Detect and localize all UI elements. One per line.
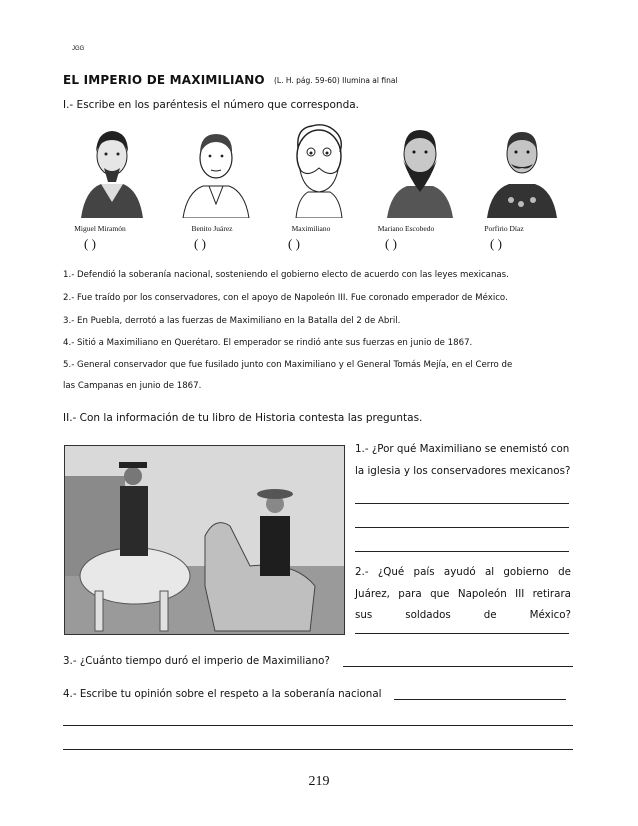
answer-line-q1-a[interactable] xyxy=(355,503,569,504)
name-escobedo: Mariano Escobedo xyxy=(377,224,435,233)
section-1-instruction: I.- Escribe en los paréntesis el número que corresponda. xyxy=(63,99,360,111)
statement-1: 1.- Defendió la soberanía nacional, sosteniendo el gobierno electo de acuerdo con las leyes mexicanas. xyxy=(63,270,509,280)
portrait-juarez xyxy=(175,118,257,218)
author-initials: JGG xyxy=(72,46,85,52)
answer-line-q1-c[interactable] xyxy=(355,551,569,552)
answer-paren-juarez[interactable]: ( ) xyxy=(194,236,206,251)
book-reference: (L. H. pág. 59-60) Ilumina al final xyxy=(274,76,398,85)
horsemen-photo xyxy=(64,445,345,635)
question-2-line-2: Juárez, para que Napoleón III retirara xyxy=(355,588,571,600)
answer-line-q2[interactable] xyxy=(355,633,569,634)
portrait-maximiliano xyxy=(278,118,360,218)
question-1-line-1: 1.- ¿Por qué Maximiliano se enemistó con xyxy=(355,443,570,455)
section-2-instruction: II.- Con la información de tu libro de Historia contesta las preguntas. xyxy=(63,412,423,424)
answer-line-q4-a[interactable] xyxy=(394,699,566,700)
worksheet-title: EL IMPERIO DE MAXIMILIANO xyxy=(63,73,265,87)
answer-line-q3[interactable] xyxy=(343,666,573,667)
statement-5: 5.- General conservador que fue fusilado junto con Maximiliano y el General Tomás Mejía, en el Cerro de xyxy=(63,360,513,370)
question-4: 4.- Escribe tu opinión sobre el respeto a la soberanía nacional xyxy=(63,688,382,700)
answer-line-q1-b[interactable] xyxy=(355,527,569,528)
portrait-escobedo xyxy=(379,118,461,218)
statement-5-cont: las Campanas en junio de 1867. xyxy=(63,381,202,391)
name-juarez: Benito Juárez xyxy=(191,224,233,233)
answer-line-q4-c[interactable] xyxy=(63,749,573,750)
statement-3: 3.- En Puebla, derrotó a las fuerzas de Maximiliano en la Batalla del 2 de Abril. xyxy=(63,316,401,326)
portrait-diaz xyxy=(481,118,563,218)
answer-line-q4-b[interactable] xyxy=(63,725,573,726)
question-3: 3.- ¿Cuánto tiempo duró el imperio de Maximiliano? xyxy=(63,655,330,667)
question-2-line-1: 2.- ¿Qué país ayudó al gobierno de xyxy=(355,566,571,578)
statement-4: 4.- Sitió a Maximiliano en Querétaro. El emperador se rindió ante sus fuerzas en junio de 1867. xyxy=(63,338,473,348)
answer-paren-miramon[interactable]: ( ) xyxy=(84,236,96,251)
name-diaz: Porfirio Díaz xyxy=(484,224,524,233)
name-maximiliano: Maximiliano xyxy=(291,224,331,233)
answer-paren-diaz[interactable]: ( ) xyxy=(490,236,502,251)
portrait-miramon xyxy=(71,118,153,218)
answer-paren-escobedo[interactable]: ( ) xyxy=(385,236,397,251)
page-number: 219 xyxy=(308,774,330,789)
question-2-line-3: sus soldados de México? xyxy=(355,609,571,621)
name-miramon: Miguel Miramón xyxy=(74,224,126,233)
statement-2: 2.- Fue traído por los conservadores, con el apoyo de Napoleón III. Fue coronado emperador de México. xyxy=(63,293,508,303)
question-1-line-2: la iglesia y los conservadores mexicanos? xyxy=(355,465,571,477)
portrait-row xyxy=(63,118,573,218)
answer-paren-maximiliano[interactable]: ( ) xyxy=(288,236,300,251)
